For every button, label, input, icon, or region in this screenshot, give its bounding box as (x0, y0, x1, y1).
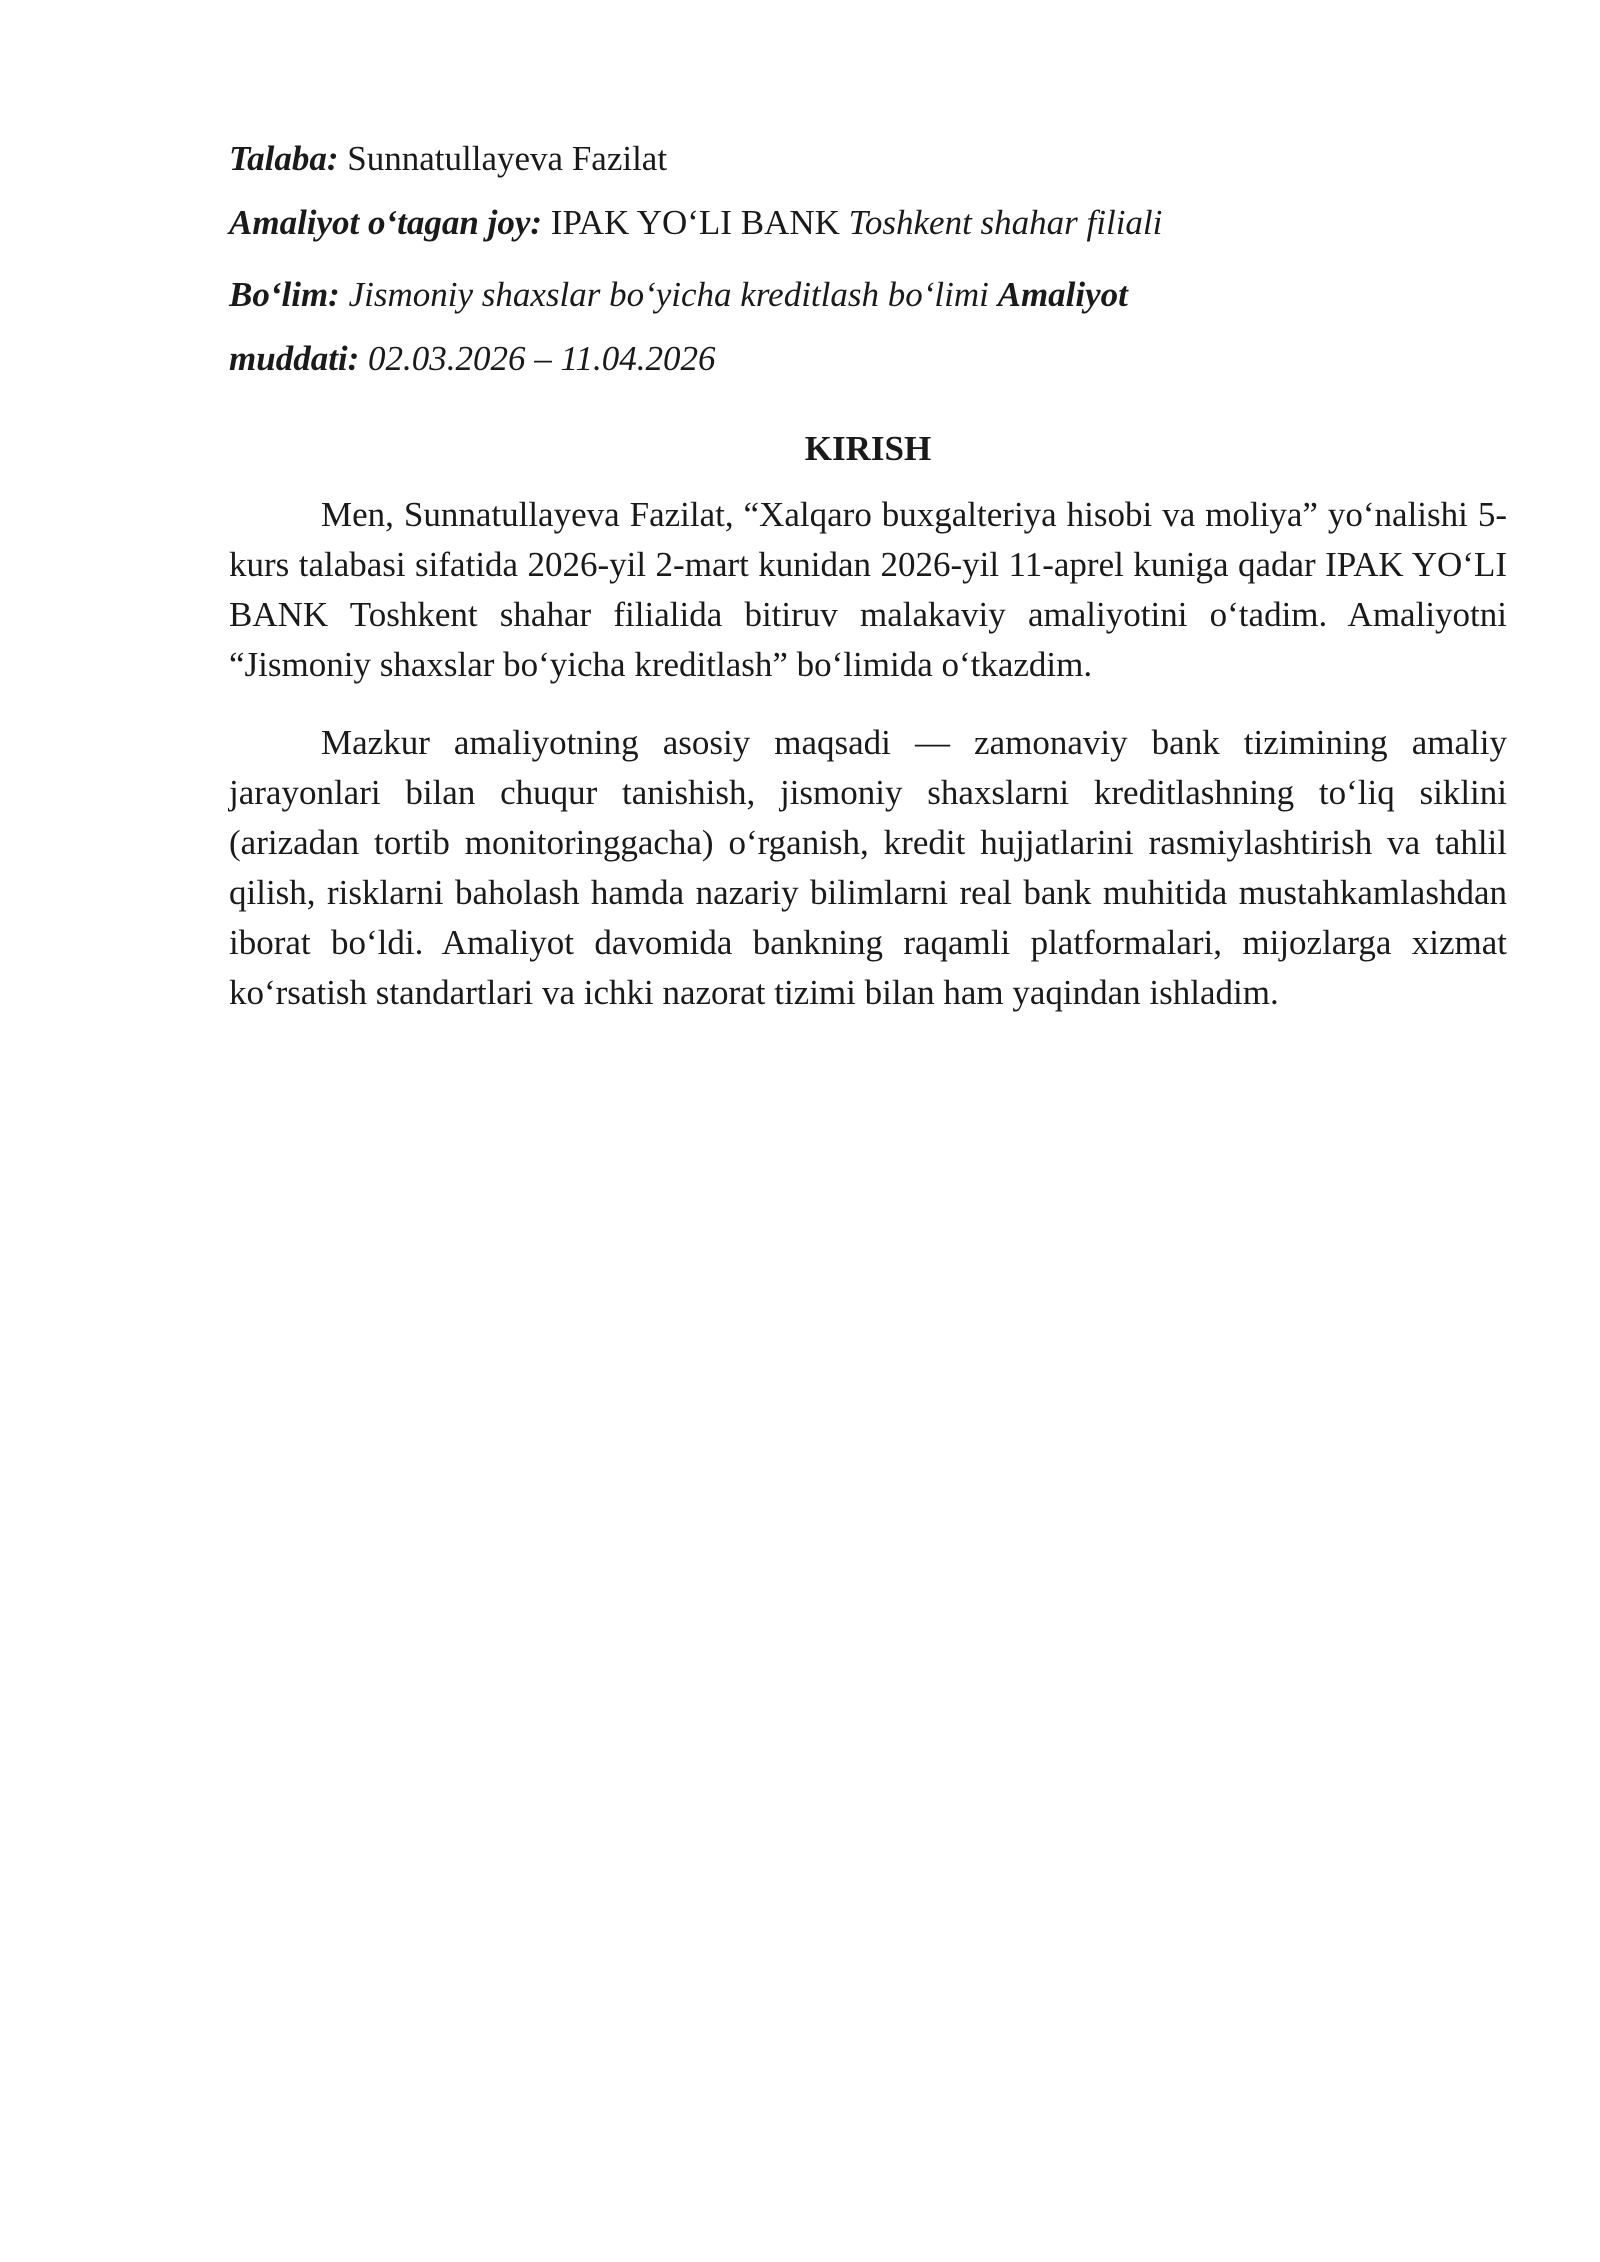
department-line (229, 272, 1507, 318)
duration-value: 02.03.2026 – 11.04.2026 (368, 339, 716, 378)
placement-bank: IPAK YOʻLI BANK (550, 203, 840, 242)
student-name: Sunnatullayeva Fazilat (347, 139, 668, 178)
placement-label: Amaliyot oʻtagan joy: (229, 203, 543, 242)
department-name: Jismoniy shaxslar boʻyicha kreditlash boʻlimi (348, 275, 989, 314)
duration-line (229, 336, 1507, 382)
intro-paragraph-2: Mazkur amaliyotning asosiy maqsadi — zamonaviy bank tizimining amaliy jarayonlari bilan chuqur tanishish, jismoniy shaxslarni kreditlashning toʻliq siklini (arizadan tortib monitoringgacha) oʻrganish, kredit hujjatlarini rasmiylashtirish va tahlil qilish, risklarni baholash hamda nazariy bilimlarni real bank muhitida mustahkamlashdan iborat boʻldi. Amaliyot davomida bankning raqamli platformalari, mijozlarga xizmat koʻrsatish standartlari va ichki nazorat tizimi bilan ham yaqindan ishladim. (229, 723, 1507, 1012)
student-label: Talaba: (229, 139, 339, 178)
department-label: Boʻlim: (229, 275, 340, 314)
document-page (229, 136, 1507, 1046)
student-line (229, 136, 1507, 182)
intro-paragraph-1: Men, Sunnatullayeva Fazilat, “Xalqaro buxgalteriya hisobi va moliya” yoʻnalishi 5-kurs talabasi sifatida 2026-yil 2-mart kunidan 2026-yil 11-aprel kuniga qadar IPAK YOʻLI BANK Toshkent shahar filialida bitiruv malakaviy amaliyotini oʻtadim. Amaliyotni “Jismoniy shaxslar boʻyicha kreditlash” boʻlimida oʻtkazdim. (229, 495, 1507, 684)
placement-branch: Toshkent shahar filiali (848, 203, 1163, 242)
section-heading: KIRISH (804, 429, 932, 468)
placement-line (229, 200, 1507, 246)
duration-label-part2: muddati: (229, 339, 360, 378)
duration-label-part1: Amaliyot (997, 275, 1128, 314)
